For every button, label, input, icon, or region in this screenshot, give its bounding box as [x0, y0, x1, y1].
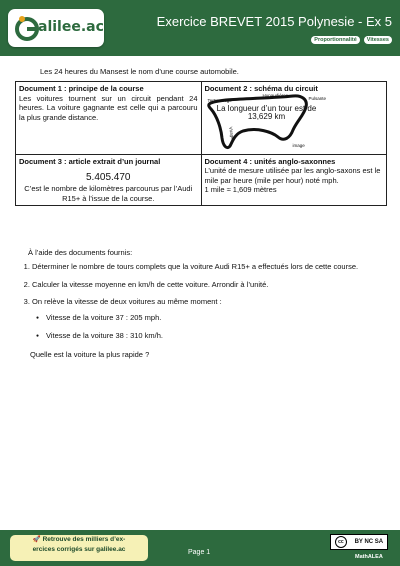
document-2: [201, 82, 387, 155]
mile-conversion: 1 mile ≈ 1,609 mètres: [204, 185, 277, 194]
label-virage: Virage: [227, 125, 235, 140]
logo-text: alilee.ac: [38, 19, 104, 35]
intro-text: Les 24 heures du Mansest le nom d’une course automobile.: [40, 67, 239, 76]
tag-list: [311, 36, 392, 44]
galilee-logo[interactable]: [8, 9, 104, 47]
circuit-length-caption: La longueur d’un tour est de 13,629 km: [216, 103, 317, 121]
label-pulsante: Pulsante: [308, 95, 327, 101]
document-3-text: C’est le nombre de kilomètres parcourus par l’Audi R15+ à l’issue de la course.: [24, 184, 193, 203]
questions-intro: À l’aide des documents fournis:: [28, 248, 133, 257]
question-2-text: Calculer la vitesse moyenne en km/h de cette voiture. Arrondir à l’unité.: [32, 279, 269, 289]
promo-line-1: [10, 535, 148, 545]
document-3: [16, 154, 202, 206]
document-4-title: Document 4 : unités anglo-saxonnes: [204, 156, 336, 166]
label-image: image: [292, 142, 305, 148]
header-bar: [0, 0, 400, 56]
speed-item-38: ● Vitesse de la voiture 38 : 310 km/h.: [46, 331, 392, 341]
kilometers-number: 5.405.470: [86, 172, 131, 183]
speed-list: [32, 313, 392, 341]
question-3: [32, 297, 392, 341]
footer-bar: [0, 530, 400, 566]
logo-g-icon: [14, 14, 40, 42]
question-2: [32, 280, 392, 290]
label-hunaudieres: Hunaudières: [262, 92, 289, 98]
document-3-title: Document 3 : article extrait d’un journal: [19, 156, 161, 166]
promo-line-1-text: Retrouve des milliers d’ex-: [42, 536, 126, 543]
cc-icon: cc: [335, 536, 347, 548]
final-question: Quelle est la voiture la plus rapide ?: [30, 350, 150, 359]
document-1-text: Les voitures tournent sur un circuit pendant 24 heures. La voiture gagnante est celle qui a parcouru la plus grande distance.: [19, 93, 198, 122]
promo-line-2: ercices corrigés sur galilee.ac: [32, 546, 126, 553]
question-3-text: On relève la vitesse de deux voitures au même moment :: [32, 297, 222, 306]
tag-proportionnalite[interactable]: Proportionnalité: [311, 36, 359, 44]
document-1-title: Document 1 : principe de la course: [19, 84, 144, 93]
mathalea-credit: MathALEA: [355, 554, 383, 560]
document-4-text: L’unité de mesure utilisée par les anglo-saxons est le mile par heure (mile per hour) noté mph.: [204, 166, 381, 185]
license-text: BY NC SA: [354, 539, 384, 545]
creative-commons-badge[interactable]: [330, 534, 388, 550]
document-4: [201, 154, 387, 206]
speed-item-37: ● Vitesse de la voiture 37 : 205 mph.: [46, 313, 392, 323]
question-list: [18, 262, 392, 348]
question-1: [32, 262, 392, 272]
documents-table: [15, 81, 387, 206]
document-2-title: Document 2 : schéma du circuit: [204, 84, 318, 93]
label-tertre-rouge: Tertre rouge: [207, 97, 232, 103]
page-number: Page 1: [188, 549, 211, 556]
document-1: [16, 82, 202, 155]
circuit-diagram: [205, 94, 384, 152]
question-1-text: Déterminer le nombre de tours complets que la voiture Audi R15+ a effectués lors de cette course.: [32, 262, 359, 271]
promo-banner[interactable]: [10, 535, 148, 561]
tag-vitesses[interactable]: Vitesses: [364, 36, 392, 44]
rocket-icon: 🚀: [32, 536, 43, 543]
exercise-title: Exercice BREVET 2015 Polynesie - Ex 5: [156, 14, 392, 29]
